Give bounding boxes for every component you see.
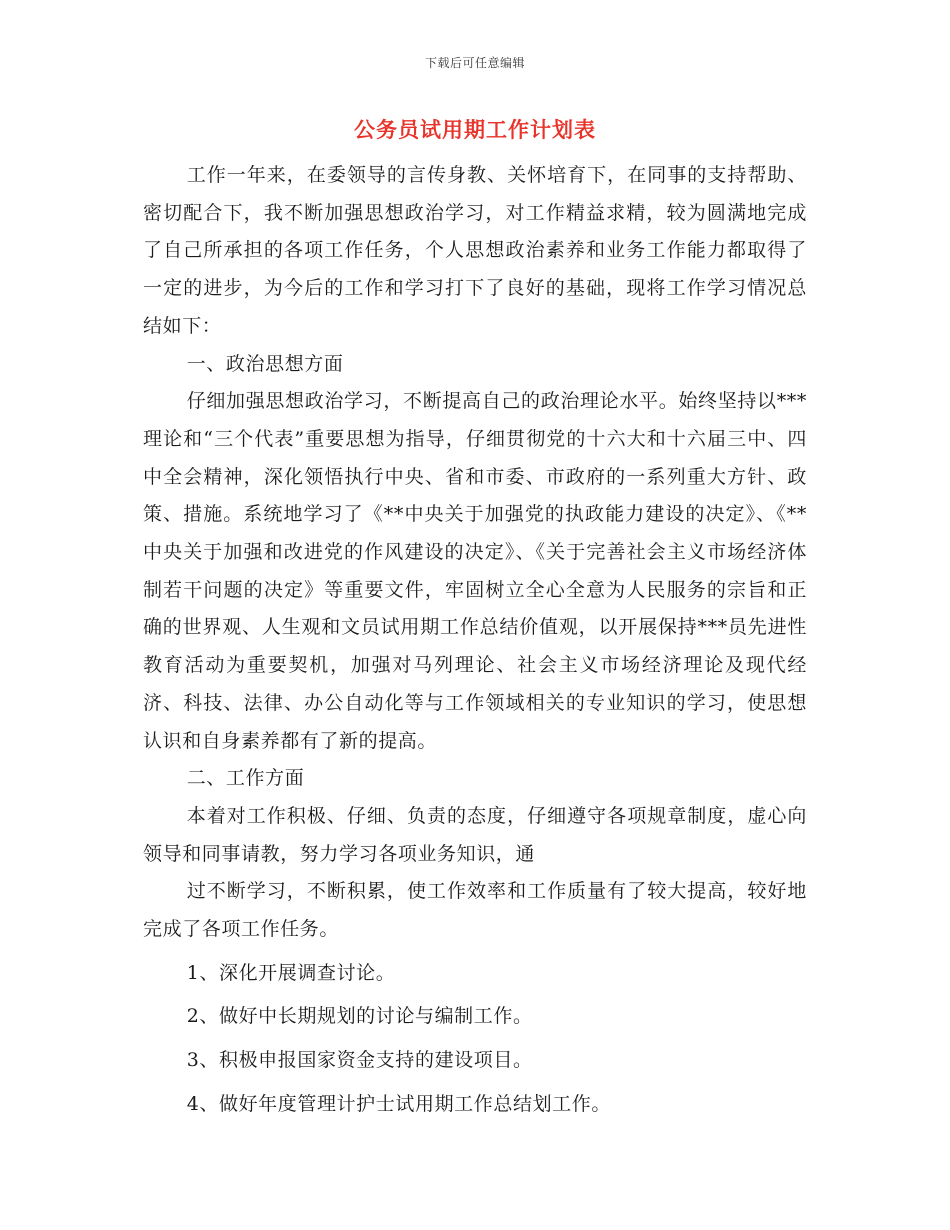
section-heading-political: 一、政治思想方面 bbox=[186, 352, 344, 375]
header-note: 下载后可任意编辑 bbox=[424, 56, 525, 70]
list-item-2: 2、做好中长期规划的讨论与编制工作。 bbox=[186, 1005, 533, 1028]
list-item-4: 4、做好年度管理计护士试用期工作总结划工作。 bbox=[186, 1092, 611, 1115]
list-item-3: 3、积极申报国家资金支持的建设项目。 bbox=[186, 1049, 533, 1072]
document-title: 公务员试用期工作计划表 bbox=[354, 117, 596, 142]
paragraph-intro: 工作一年来，在委领导的言传身教、关怀培育下，在同事的支持帮助、密切配合下，我不断加强思想政治学习，对工作精益求精，较为圆满地完成了自己所承担的各项工作任务，个人思想政治素养和业务工作能力都取得了一定的进步，为今后的工作和学习打下了良好的基础，现将工作学习情况总结如下： bbox=[143, 164, 807, 337]
section-heading-work: 二、工作方面 bbox=[186, 767, 305, 790]
list-item-1: 1、深化开展调查讨论。 bbox=[186, 961, 396, 984]
document-body bbox=[143, 157, 807, 1124]
paragraph-work-continued: 过不断学习，不断积累，使工作效率和工作质量有了较大提高，较好地完成了各项工作任务。 bbox=[143, 880, 807, 941]
paragraph-work: 本着对工作积极、仔细、负责的态度，仔细遵守各项规章制度，虚心向领导和同事请教，努力学习各项业务知识，通 bbox=[143, 804, 807, 865]
paragraph-political: 仔细加强思想政治学习，不断提高自己的政治理论水平。始终坚持以***理论和“三个代表”重要思想为指导，仔细贯彻党的十六大和十六届三中、四中全会精神，深化领悟执行中央、省和市委、市政府的一系列重大方针、政策、措施。系统地学习了《**中央关于加强党的执政能力建设的决定》、《**中央关于加强和改进党的作风建设的决定》、《关于完善社会主义市场经济体制若干问题的决定》等重要文件，牢固树立全心全意为人民服务的宗旨和正确的世界观、人生观和文员试用期工作总结价值观，以开展保持***员先进性教育活动为重要契机，加强对马列理论、社会主义市场经济理论及现代经济、科技、法律、办公自动化等与工作领域相关的专业知识的学习，使思想认识和自身素养都有了新的提高。 bbox=[143, 390, 807, 752]
